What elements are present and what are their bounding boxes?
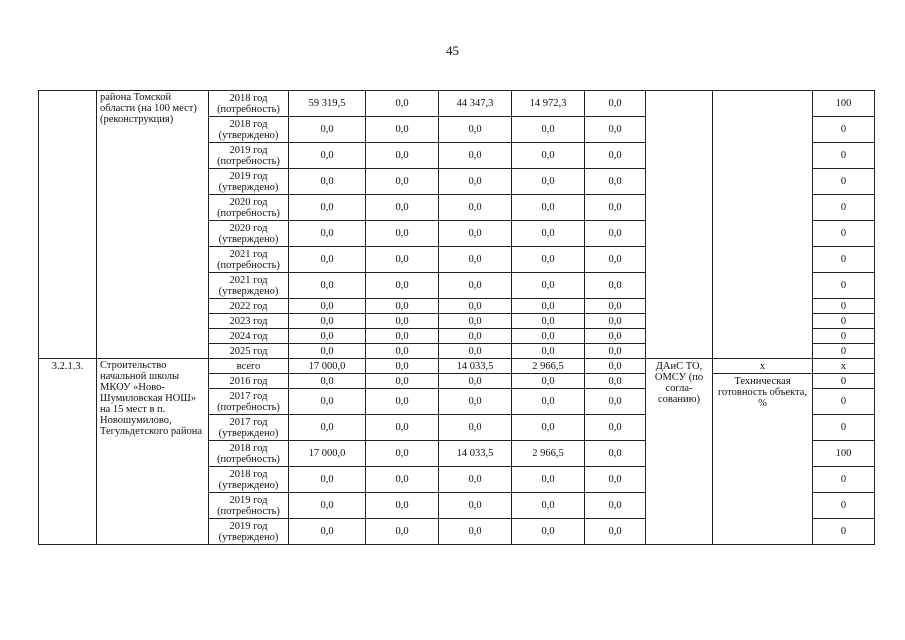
amount-cell: 0,0: [366, 221, 439, 247]
amount-cell: 0,0: [289, 389, 366, 415]
executor-cell: [646, 91, 713, 359]
amount-cell: 0,0: [439, 467, 512, 493]
amount-cell: 0,0: [289, 344, 366, 359]
year-cell: 2019 год (потребность): [209, 493, 289, 519]
target-value-cell: 0: [813, 143, 875, 169]
executor-cell: ДАиС ТО, ОМСУ (по согла-сованию): [646, 359, 713, 545]
amount-cell: 0,0: [366, 247, 439, 273]
amount-cell: 0,0: [439, 389, 512, 415]
target-value-cell: 0: [813, 314, 875, 329]
amount-cell: 0,0: [439, 374, 512, 389]
amount-cell: 0,0: [512, 247, 585, 273]
amount-cell: 0,0: [439, 493, 512, 519]
amount-cell: 0,0: [585, 467, 646, 493]
amount-cell: 0,0: [289, 117, 366, 143]
year-cell: 2020 год (утверждено): [209, 221, 289, 247]
amount-cell: 0,0: [512, 169, 585, 195]
target-value-cell: 0: [813, 389, 875, 415]
amount-cell: 0,0: [585, 314, 646, 329]
target-value-cell: x: [813, 359, 875, 374]
target-value-cell: 0: [813, 415, 875, 441]
amount-cell: 0,0: [366, 314, 439, 329]
year-cell: 2019 год (утверждено): [209, 519, 289, 545]
amount-cell: 0,0: [585, 329, 646, 344]
amount-cell: 0,0: [512, 329, 585, 344]
amount-cell: 0,0: [289, 415, 366, 441]
amount-cell: 0,0: [512, 299, 585, 314]
amount-cell: 0,0: [439, 344, 512, 359]
amount-cell: 0,0: [585, 374, 646, 389]
amount-cell: 17 000,0: [289, 441, 366, 467]
amount-cell: 0,0: [366, 273, 439, 299]
amount-cell: 0,0: [512, 117, 585, 143]
amount-cell: 0,0: [585, 169, 646, 195]
year-cell: 2019 год (потребность): [209, 143, 289, 169]
amount-cell: 17 000,0: [289, 359, 366, 374]
amount-cell: 0,0: [512, 195, 585, 221]
amount-cell: 0,0: [585, 441, 646, 467]
year-cell: 2021 год (потребность): [209, 247, 289, 273]
amount-cell: 0,0: [439, 247, 512, 273]
amount-cell: 0,0: [289, 314, 366, 329]
amount-cell: 0,0: [512, 467, 585, 493]
amount-cell: 44 347,3: [439, 91, 512, 117]
measure-name-cell: района Томской области (на 100 мест) (реконструкция): [97, 91, 209, 359]
year-cell: 2022 год: [209, 299, 289, 314]
amount-cell: 0,0: [366, 299, 439, 314]
amount-cell: 0,0: [366, 493, 439, 519]
amount-cell: 0,0: [585, 195, 646, 221]
amount-cell: 14 033,5: [439, 441, 512, 467]
target-value-cell: 0: [813, 273, 875, 299]
amount-cell: 0,0: [585, 519, 646, 545]
amount-cell: 0,0: [366, 415, 439, 441]
year-cell: 2020 год (потребность): [209, 195, 289, 221]
year-cell: 2017 год (утверждено): [209, 415, 289, 441]
target-value-cell: 0: [813, 247, 875, 273]
target-value-cell: 0: [813, 493, 875, 519]
target-value-cell: 0: [813, 195, 875, 221]
amount-cell: 14 972,3: [512, 91, 585, 117]
amount-cell: 2 966,5: [512, 441, 585, 467]
amount-cell: 0,0: [366, 344, 439, 359]
amount-cell: 0,0: [585, 493, 646, 519]
amount-cell: 0,0: [289, 195, 366, 221]
year-cell: 2018 год (потребность): [209, 441, 289, 467]
amount-cell: 0,0: [366, 91, 439, 117]
amount-cell: 0,0: [585, 91, 646, 117]
amount-cell: 0,0: [439, 169, 512, 195]
page-number: 45: [446, 43, 459, 58]
amount-cell: 14 033,5: [439, 359, 512, 374]
table-row: [39, 91, 875, 117]
target-value-cell: 0: [813, 221, 875, 247]
amount-cell: 0,0: [585, 221, 646, 247]
indicator-name-cell: Техническая готовность объекта, %: [713, 374, 813, 545]
year-cell: 2019 год (утверждено): [209, 169, 289, 195]
amount-cell: 0,0: [289, 467, 366, 493]
amount-cell: 0,0: [439, 195, 512, 221]
amount-cell: 0,0: [512, 519, 585, 545]
year-cell: всего: [209, 359, 289, 374]
year-cell: 2023 год: [209, 314, 289, 329]
code-cell: 3.2.1.3.: [39, 359, 97, 545]
amount-cell: 0,0: [289, 329, 366, 344]
measure-name-cell: Строительство начальной школы МКОУ «Ново-Шумиловская НОШ» на 15 мест в п. Новошумилово, Тегульдетского района: [97, 359, 209, 545]
amount-cell: 0,0: [512, 374, 585, 389]
amount-cell: 0,0: [512, 344, 585, 359]
amount-cell: 0,0: [439, 329, 512, 344]
amount-cell: 0,0: [366, 389, 439, 415]
amount-cell: 0,0: [512, 221, 585, 247]
amount-cell: 0,0: [439, 519, 512, 545]
target-value-cell: 0: [813, 519, 875, 545]
indicator-cell: x: [713, 359, 813, 374]
amount-cell: 0,0: [289, 143, 366, 169]
amount-cell: 0,0: [289, 247, 366, 273]
amount-cell: 59 319,5: [289, 91, 366, 117]
year-cell: 2025 год: [209, 344, 289, 359]
amount-cell: 0,0: [366, 359, 439, 374]
amount-cell: 0,0: [585, 344, 646, 359]
year-cell: 2018 год (утверждено): [209, 467, 289, 493]
amount-cell: 0,0: [439, 117, 512, 143]
target-value-cell: 100: [813, 91, 875, 117]
amount-cell: 0,0: [289, 374, 366, 389]
code-cell: [39, 91, 97, 359]
target-value-cell: 0: [813, 299, 875, 314]
year-cell: 2021 год (утверждено): [209, 273, 289, 299]
table-row: [39, 359, 875, 374]
amount-cell: 0,0: [512, 273, 585, 299]
amount-cell: 0,0: [512, 314, 585, 329]
amount-cell: 0,0: [585, 359, 646, 374]
amount-cell: 0,0: [289, 299, 366, 314]
amount-cell: 0,0: [439, 273, 512, 299]
target-value-cell: 0: [813, 117, 875, 143]
amount-cell: 0,0: [366, 169, 439, 195]
amount-cell: 0,0: [585, 299, 646, 314]
amount-cell: 0,0: [439, 415, 512, 441]
target-value-cell: 0: [813, 344, 875, 359]
amount-cell: 0,0: [439, 314, 512, 329]
budget-table: [38, 90, 875, 545]
target-value-cell: 100: [813, 441, 875, 467]
amount-cell: 0,0: [366, 374, 439, 389]
amount-cell: 0,0: [585, 415, 646, 441]
year-cell: 2018 год (потребность): [209, 91, 289, 117]
target-value-cell: 0: [813, 374, 875, 389]
year-cell: 2018 год (утверждено): [209, 117, 289, 143]
amount-cell: 0,0: [585, 247, 646, 273]
year-cell: 2016 год: [209, 374, 289, 389]
amount-cell: 0,0: [366, 329, 439, 344]
amount-cell: 0,0: [512, 389, 585, 415]
amount-cell: 0,0: [366, 441, 439, 467]
amount-cell: 0,0: [366, 519, 439, 545]
amount-cell: 0,0: [512, 493, 585, 519]
amount-cell: 0,0: [439, 143, 512, 169]
amount-cell: 0,0: [512, 415, 585, 441]
amount-cell: 0,0: [585, 273, 646, 299]
amount-cell: 0,0: [366, 143, 439, 169]
amount-cell: 2 966,5: [512, 359, 585, 374]
amount-cell: 0,0: [289, 519, 366, 545]
amount-cell: 0,0: [366, 117, 439, 143]
target-value-cell: 0: [813, 169, 875, 195]
amount-cell: 0,0: [439, 221, 512, 247]
amount-cell: 0,0: [366, 195, 439, 221]
amount-cell: 0,0: [289, 169, 366, 195]
amount-cell: 0,0: [289, 221, 366, 247]
amount-cell: 0,0: [439, 299, 512, 314]
amount-cell: 0,0: [585, 143, 646, 169]
amount-cell: 0,0: [289, 493, 366, 519]
target-value-cell: 0: [813, 329, 875, 344]
amount-cell: 0,0: [512, 143, 585, 169]
amount-cell: 0,0: [585, 117, 646, 143]
amount-cell: 0,0: [289, 273, 366, 299]
year-cell: 2017 год (потребность): [209, 389, 289, 415]
indicator-cell: [713, 91, 813, 359]
year-cell: 2024 год: [209, 329, 289, 344]
amount-cell: 0,0: [366, 467, 439, 493]
amount-cell: 0,0: [585, 389, 646, 415]
target-value-cell: 0: [813, 467, 875, 493]
